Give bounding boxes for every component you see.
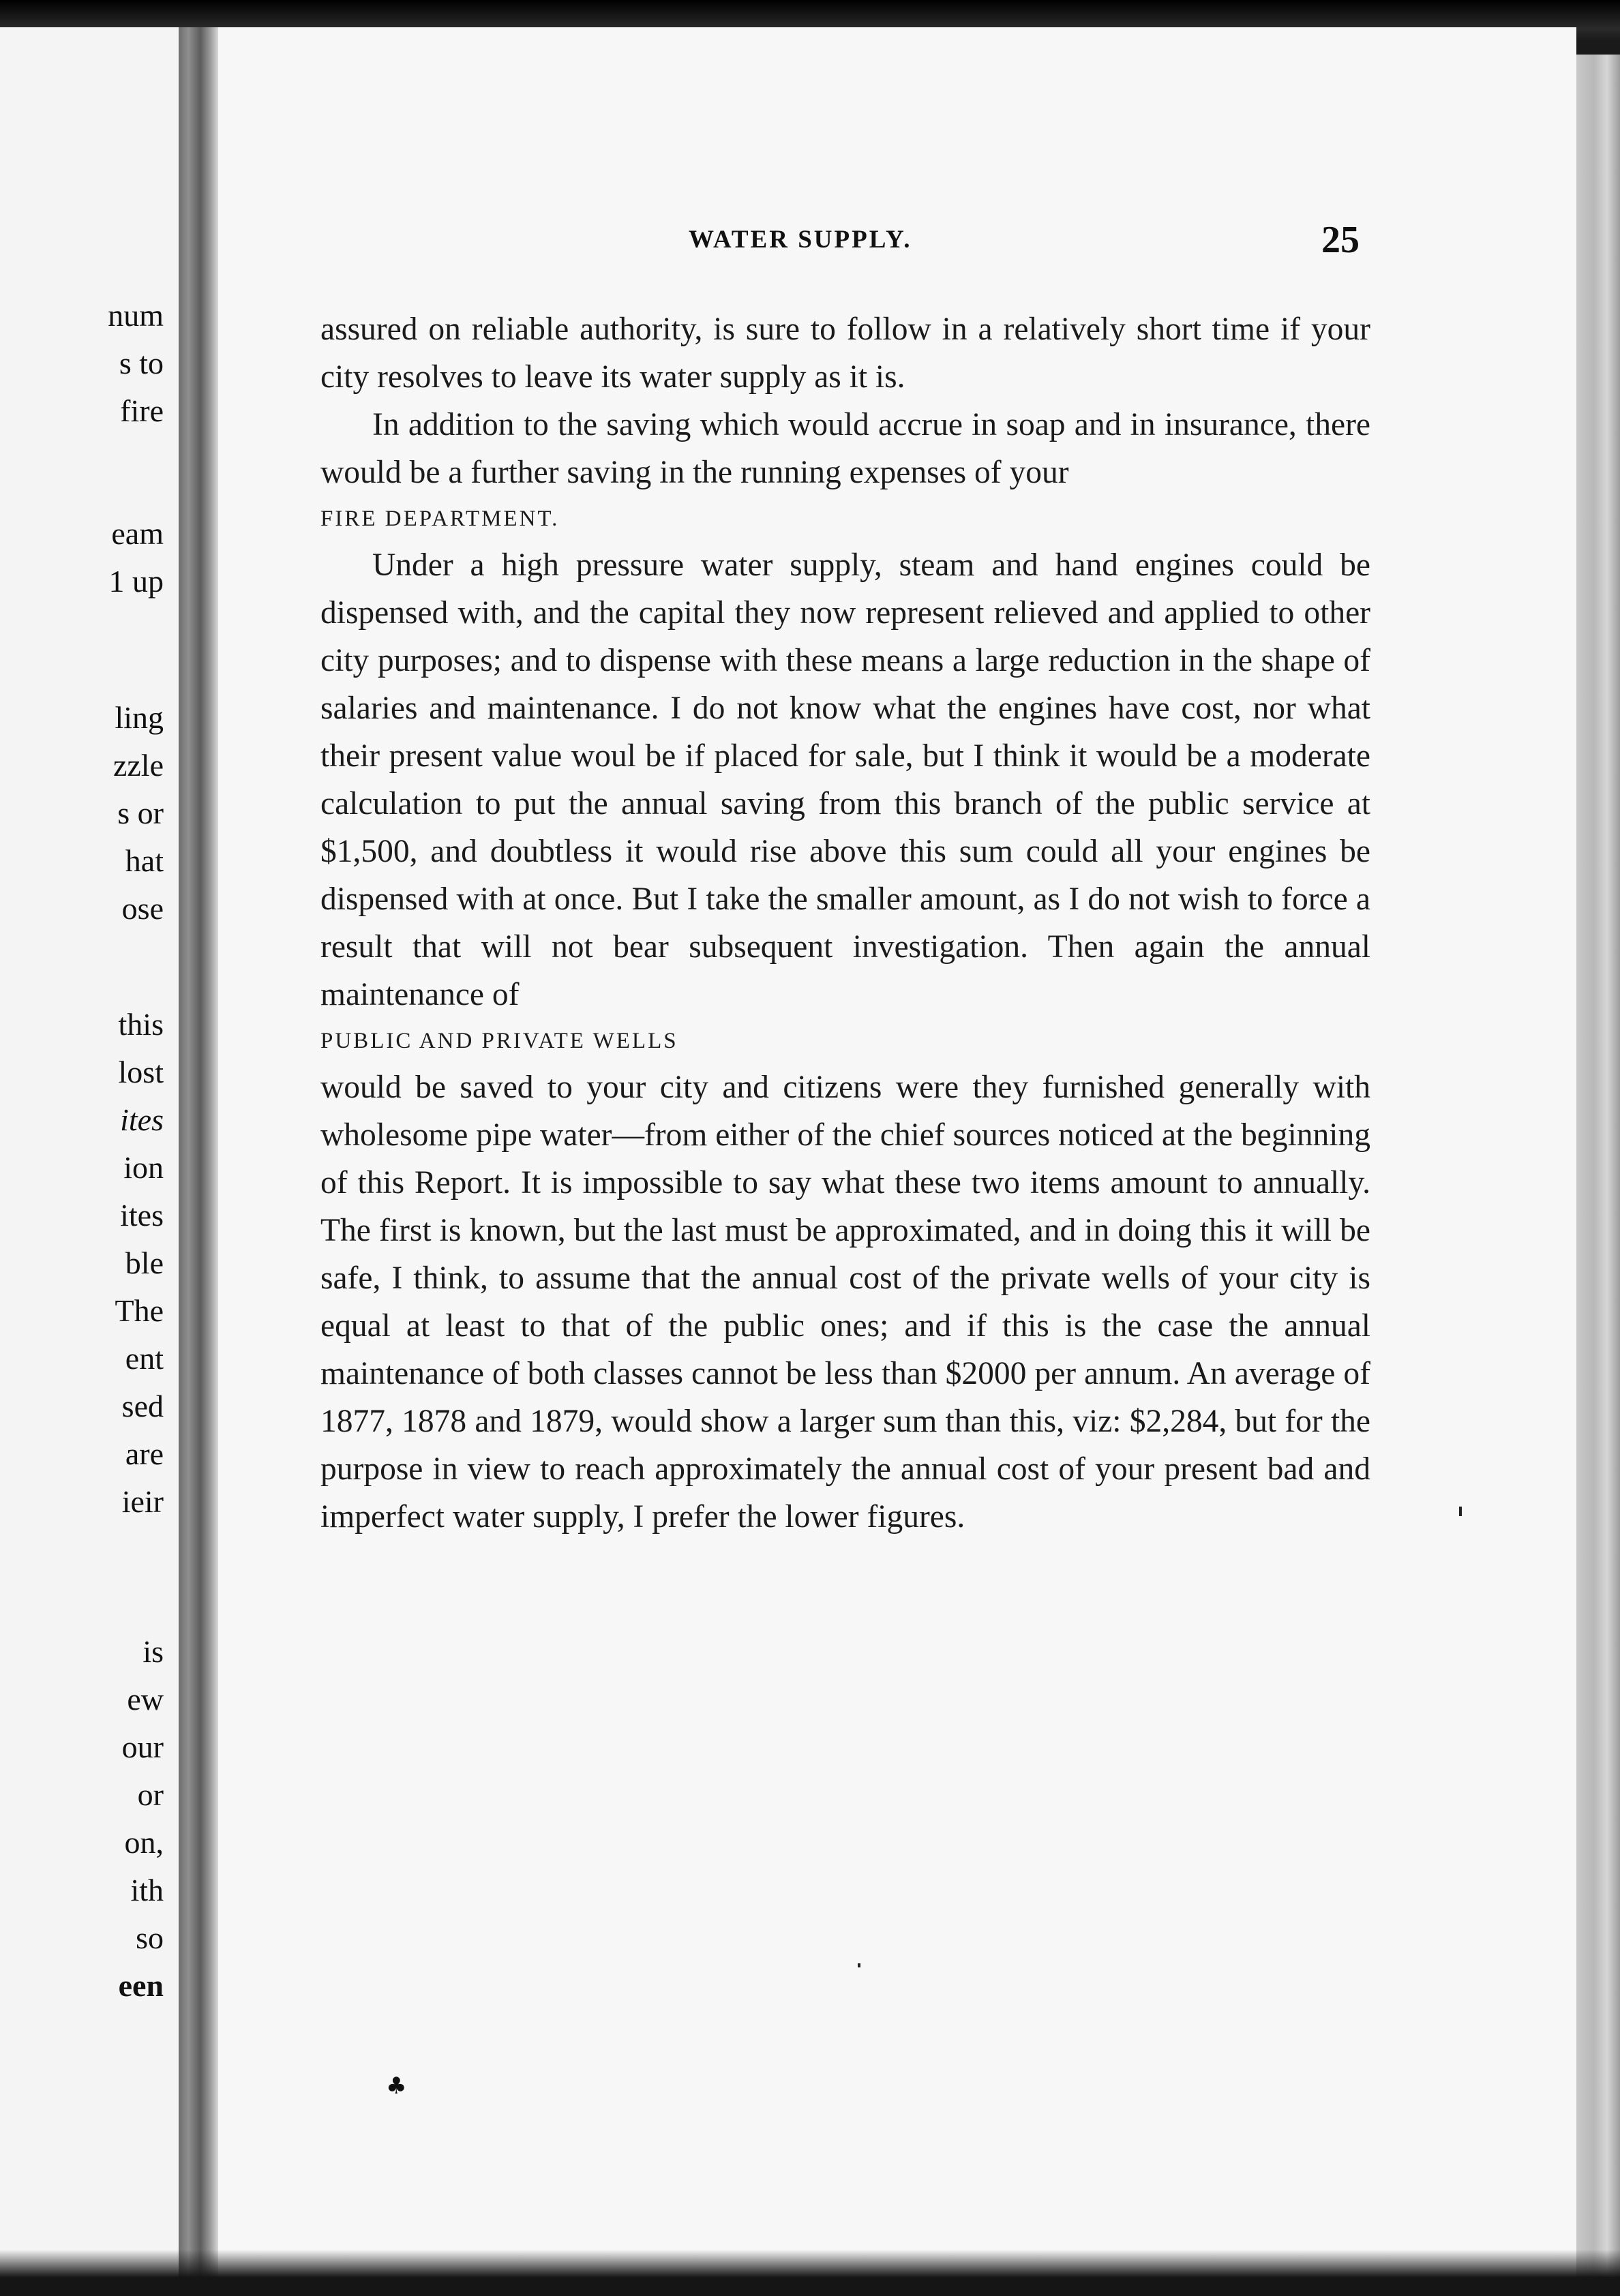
left-page-fragment: een bbox=[118, 1968, 164, 2003]
page-number: 25 bbox=[1321, 219, 1360, 261]
left-page-fragment: our bbox=[121, 1729, 164, 1764]
left-page-fragment: ling bbox=[115, 700, 164, 735]
paragraph: assured on reliable authority, is sure to follow in a relatively short time if your city resolves to leave its water supply as it is. bbox=[320, 312, 1370, 395]
section-heading: FIRE DEPARTMENT. bbox=[320, 507, 560, 531]
bottom-shadow bbox=[0, 2250, 1620, 2296]
left-page-fragment: are bbox=[125, 1436, 164, 1471]
speck bbox=[1459, 1507, 1462, 1516]
speck bbox=[858, 1963, 860, 1967]
left-page-fragment: lost bbox=[118, 1055, 164, 1089]
left-page-fragment: so bbox=[136, 1920, 164, 1955]
paragraph: Under a high pressure water supply, steam and hand engines could be dispensed with, and the capital they now represent relieved and applied to other city purposes; and to dispense with these means a large reduction in the shape of salaries and maintenance. I do not know what the engines have cost, nor what their present value woul be if placed for sale, but I think it would be a moderate calculation to put the annual saving from this branch of the public service at $1,500, and doubtless it would rise above this sum could all your engines be dispensed with at once. But I take the smaller amount, as I do not wish to force a result that will not bear subsequent investigation. Then again the annual maintenance of bbox=[320, 547, 1370, 1012]
left-page-fragment: on, bbox=[124, 1825, 164, 1860]
left-page-fragment: fire bbox=[120, 393, 164, 428]
section-heading: PUBLIC AND PRIVATE WELLS bbox=[320, 1029, 678, 1053]
left-page-fragment: ent bbox=[125, 1341, 164, 1376]
left-page-fragment: sed bbox=[121, 1389, 164, 1423]
left-page-fragment: ion bbox=[123, 1150, 164, 1185]
left-page-fragment: ose bbox=[121, 891, 164, 926]
left-page-fragment: or bbox=[137, 1777, 164, 1812]
page-edge bbox=[1576, 55, 1620, 2284]
left-page-fragment: ieir bbox=[121, 1484, 164, 1519]
left-page bbox=[0, 27, 179, 2284]
left-page-fragment: is bbox=[142, 1634, 164, 1669]
left-page-fragment: eam bbox=[111, 516, 164, 551]
running-head: WATER SUPPLY. bbox=[689, 226, 912, 254]
left-page-fragment: 1 up bbox=[108, 564, 164, 599]
left-page-fragment: zzle bbox=[112, 748, 164, 783]
left-page-fragment: hat bbox=[125, 843, 164, 878]
left-page-fragment: ites bbox=[120, 1198, 164, 1233]
paragraph: would be saved to your city and citizens were they furnished generally with wholesome pipe water—from either of the chief sources noticed at the beginning of this Report. It is impossible to say what these two items amount to annually. The first is known, but the last must be approximated, and in doing this it will be safe, I think, to assume that the annual cost of the private wells of your city is equal at least to that of the public ones; and if this is the case the annual maintenance of both classes cannot be less than $2000 per annum. An average of 1877, 1878 and 1879, would show a larger sum than this, viz: $2,284, but for the purpose in view to reach approximately the annual cost of your present bad and imperfect water supply, I prefer the lower figures. bbox=[320, 1070, 1370, 1535]
left-page-fragment: s to bbox=[119, 346, 164, 380]
left-page-fragment: The bbox=[115, 1293, 164, 1328]
book-gutter bbox=[179, 27, 218, 2284]
printer-mark: ♣ bbox=[386, 2072, 407, 2100]
left-page-fragment: s or bbox=[117, 796, 164, 830]
left-page-fragment: this bbox=[118, 1007, 164, 1042]
body-text bbox=[320, 305, 1370, 1541]
left-page-fragment: ites bbox=[120, 1102, 164, 1137]
left-page-fragment: ble bbox=[125, 1245, 164, 1280]
paragraph: In addition to the saving which would accrue in soap and in insurance, there would be a further saving in the running expenses of your bbox=[320, 407, 1370, 490]
left-page-fragment: ith bbox=[130, 1873, 164, 1907]
left-page-fragment: ew bbox=[127, 1682, 164, 1717]
left-page-fragment: num bbox=[108, 298, 164, 333]
